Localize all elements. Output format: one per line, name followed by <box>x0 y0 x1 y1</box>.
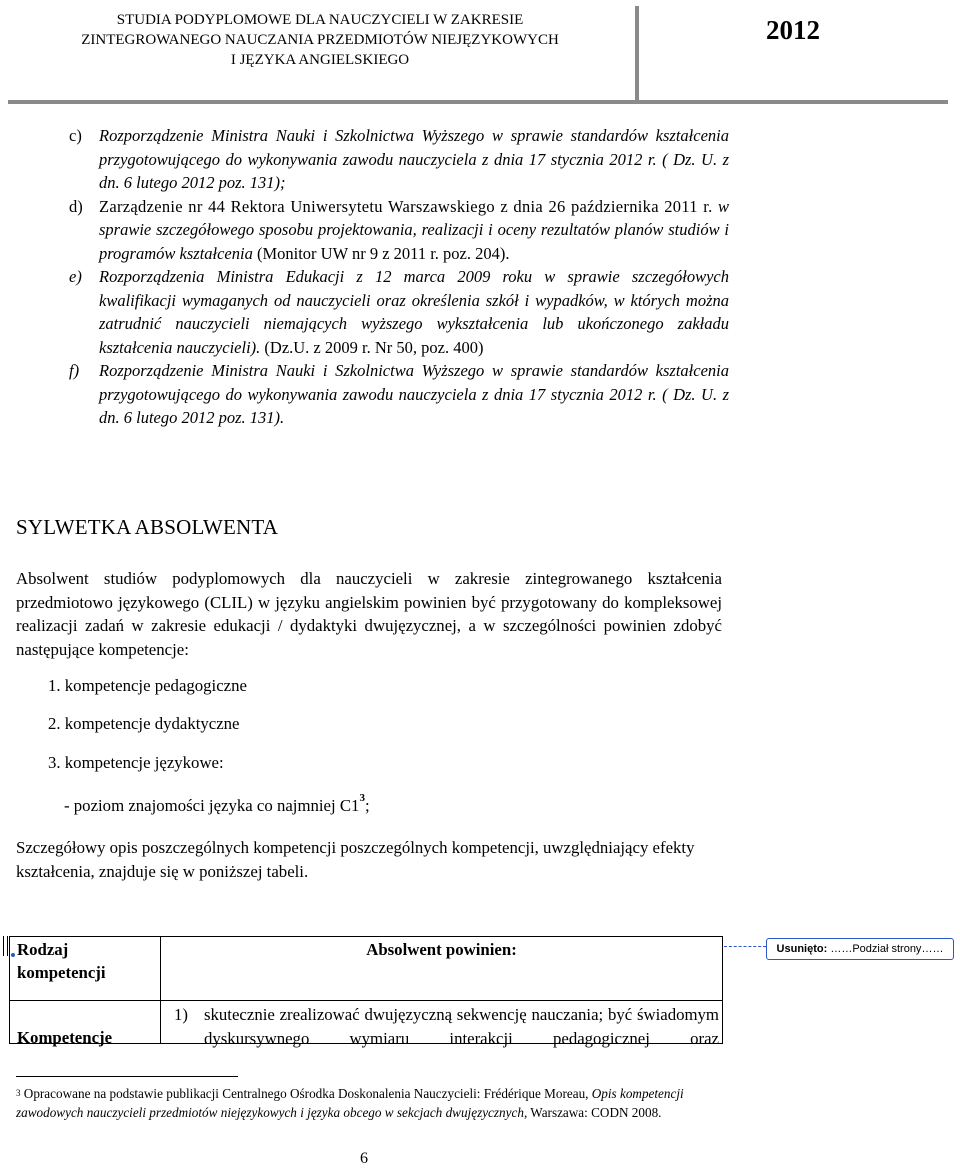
legal-item-f <box>69 359 729 430</box>
table-item-text: skutecznie zrealizować dwujęzyczną sekwencję nauczania; być świadomym dyskursywnego wymiaru interakcji pedagogicznej oraz <box>204 1005 719 1048</box>
table-cell-graduate-should <box>174 1003 719 1050</box>
details-paragraph: Szczegółowy opis poszczególnych kompetencji poszczególnych kompetencji, uwzględniający efekty kształcenia, znajduje się w poniższej tabeli. <box>16 838 695 881</box>
balloon-separator: …… <box>830 943 853 955</box>
legal-item-text-italic: w sprawie szczegółowego sposobu projektowania, realizacji i oceny rezultatów planów studiów i programów kształcenia <box>99 196 729 263</box>
section-intro-paragraph: Absolwent studiów podyplomowych dla nauczycieli w zakresie zintegrowanego kształcenia przedmiotowo językowego (CLIL) w języku angielskim powinien być przygotowany do kompleksowej realizacji zadań w zakresie edukacji / dydaktyki dwujęzycznej, a w szczególności powinien zdobyć następujące kompetencje: <box>16 569 722 659</box>
legal-references-list <box>69 124 729 430</box>
legal-item-marker: c) <box>69 126 82 145</box>
section-title: SYLWETKA ABSOLWENTA <box>16 515 279 539</box>
legal-item-text-italic: Rozporządzenia Ministra Edukacji z 12 marca 2009 roku w sprawie szczegółowych kwalifikacji wymaganych od nauczycieli oraz określenia szkół i wypadków, w których można zatrudnić nauczycieli niemających wyższego wykształcenia lub ukończonego zakładu kształcenia nauczycieli). <box>99 267 729 357</box>
footnote-separator <box>16 1076 238 1077</box>
footnote <box>16 1084 716 1122</box>
legal-item-d <box>69 195 729 266</box>
change-bar <box>7 936 8 956</box>
competence-item: 2. kompetencje dydaktyczne <box>48 714 240 733</box>
change-bar <box>3 936 4 956</box>
header-title-line-2: ZINTEGROWANEGO NAUCZANIA PRZEDMIOTÓW NIEJĘZYKOWYCH <box>81 32 559 48</box>
header-title-line-1: STUDIA PODYPLOMOWE DLA NAUCZYCIELI W ZAKRESIE <box>116 12 524 28</box>
competence-item: 3. kompetencje językowe: <box>48 753 224 772</box>
footnote-text-end: , Warszawa: CODN 2008. <box>523 1105 662 1120</box>
header-year: 2012 <box>766 15 820 45</box>
language-level-text: - poziom znajomości języka co najmniej C1 <box>64 796 360 815</box>
table-item-marker: 1) <box>174 1005 188 1024</box>
table-header-competence-type: Rodzaj kompetencji <box>17 940 106 982</box>
legal-item-text: Rozporządzenie Ministra Nauki i Szkolnictwa Wyższego w sprawie standardów kształcenia przygotowującego do wykonywania zawodu nauczyciela z dnia 17 stycznia 2012 r. ( Dz. U. z dn. 6 lutego 2012 poz. 131); <box>99 126 729 192</box>
legal-item-c <box>69 124 729 195</box>
deleted-change-balloon[interactable] <box>766 938 954 960</box>
header-title <box>8 10 632 70</box>
balloon-label: Usunięto: <box>776 943 828 955</box>
competences-table <box>9 936 723 1048</box>
footnote-text: Opracowane na podstawie publikacji Centralnego Ośrodka Doskonalenia Nauczycieli: Frédérique Moreau, <box>20 1086 592 1101</box>
table-border <box>9 936 723 937</box>
footnote-title-italic: Opis kompetencji zawodowych nauczycieli przedmiotów niejęzykowych i języka obcego w sekcjach dwujęzycznych <box>16 1086 684 1120</box>
comment-connector <box>724 946 766 947</box>
legal-item-text: Zarządzenie nr 44 Rektora Uniwersytetu Warszawskiego z dnia 26 października 2011 r. <box>99 196 718 216</box>
table-cell-competence-type: Kompetencje <box>17 1028 113 1047</box>
language-level-end: ; <box>364 796 370 815</box>
header-divider-horizontal <box>8 100 948 104</box>
table-border <box>9 1000 723 1001</box>
language-level-note <box>64 792 370 816</box>
footnote-number: 3 <box>16 1088 21 1098</box>
header-title-line-3: I JĘZYKA ANGIELSKIEGO <box>230 52 410 68</box>
page-number: 6 <box>360 1150 368 1167</box>
competence-item: 1. kompetencje pedagogiczne <box>48 676 247 695</box>
legal-item-e <box>69 265 729 359</box>
page-header <box>8 6 948 102</box>
table-border <box>722 936 723 1044</box>
legal-item-marker: e) <box>69 267 82 286</box>
balloon-separator: …… <box>921 943 944 955</box>
footnote-reference: 3 <box>359 792 365 804</box>
legal-item-marker: d) <box>69 196 83 216</box>
table-header-graduate-should: Absolwent powinien: <box>366 940 517 959</box>
balloon-text: Podział strony <box>852 943 922 955</box>
legal-item-marker: f) <box>69 361 80 380</box>
legal-item-text-end: (Dz.U. z 2009 r. Nr 50, poz. 400) <box>260 337 484 357</box>
table-border <box>9 936 10 1044</box>
legal-item-text-end: (Monitor UW nr 9 z 2011 r. poz. 204). <box>252 243 510 263</box>
legal-item-text: Rozporządzenie Ministra Nauki i Szkolnictwa Wyższego w sprawie standardów kształcenia przygotowującego do wykonywania zawodu nauczyciela z dnia 17 stycznia 2012 r. ( Dz. U. z dn. 6 lutego 2012 poz. 131). <box>99 361 729 427</box>
